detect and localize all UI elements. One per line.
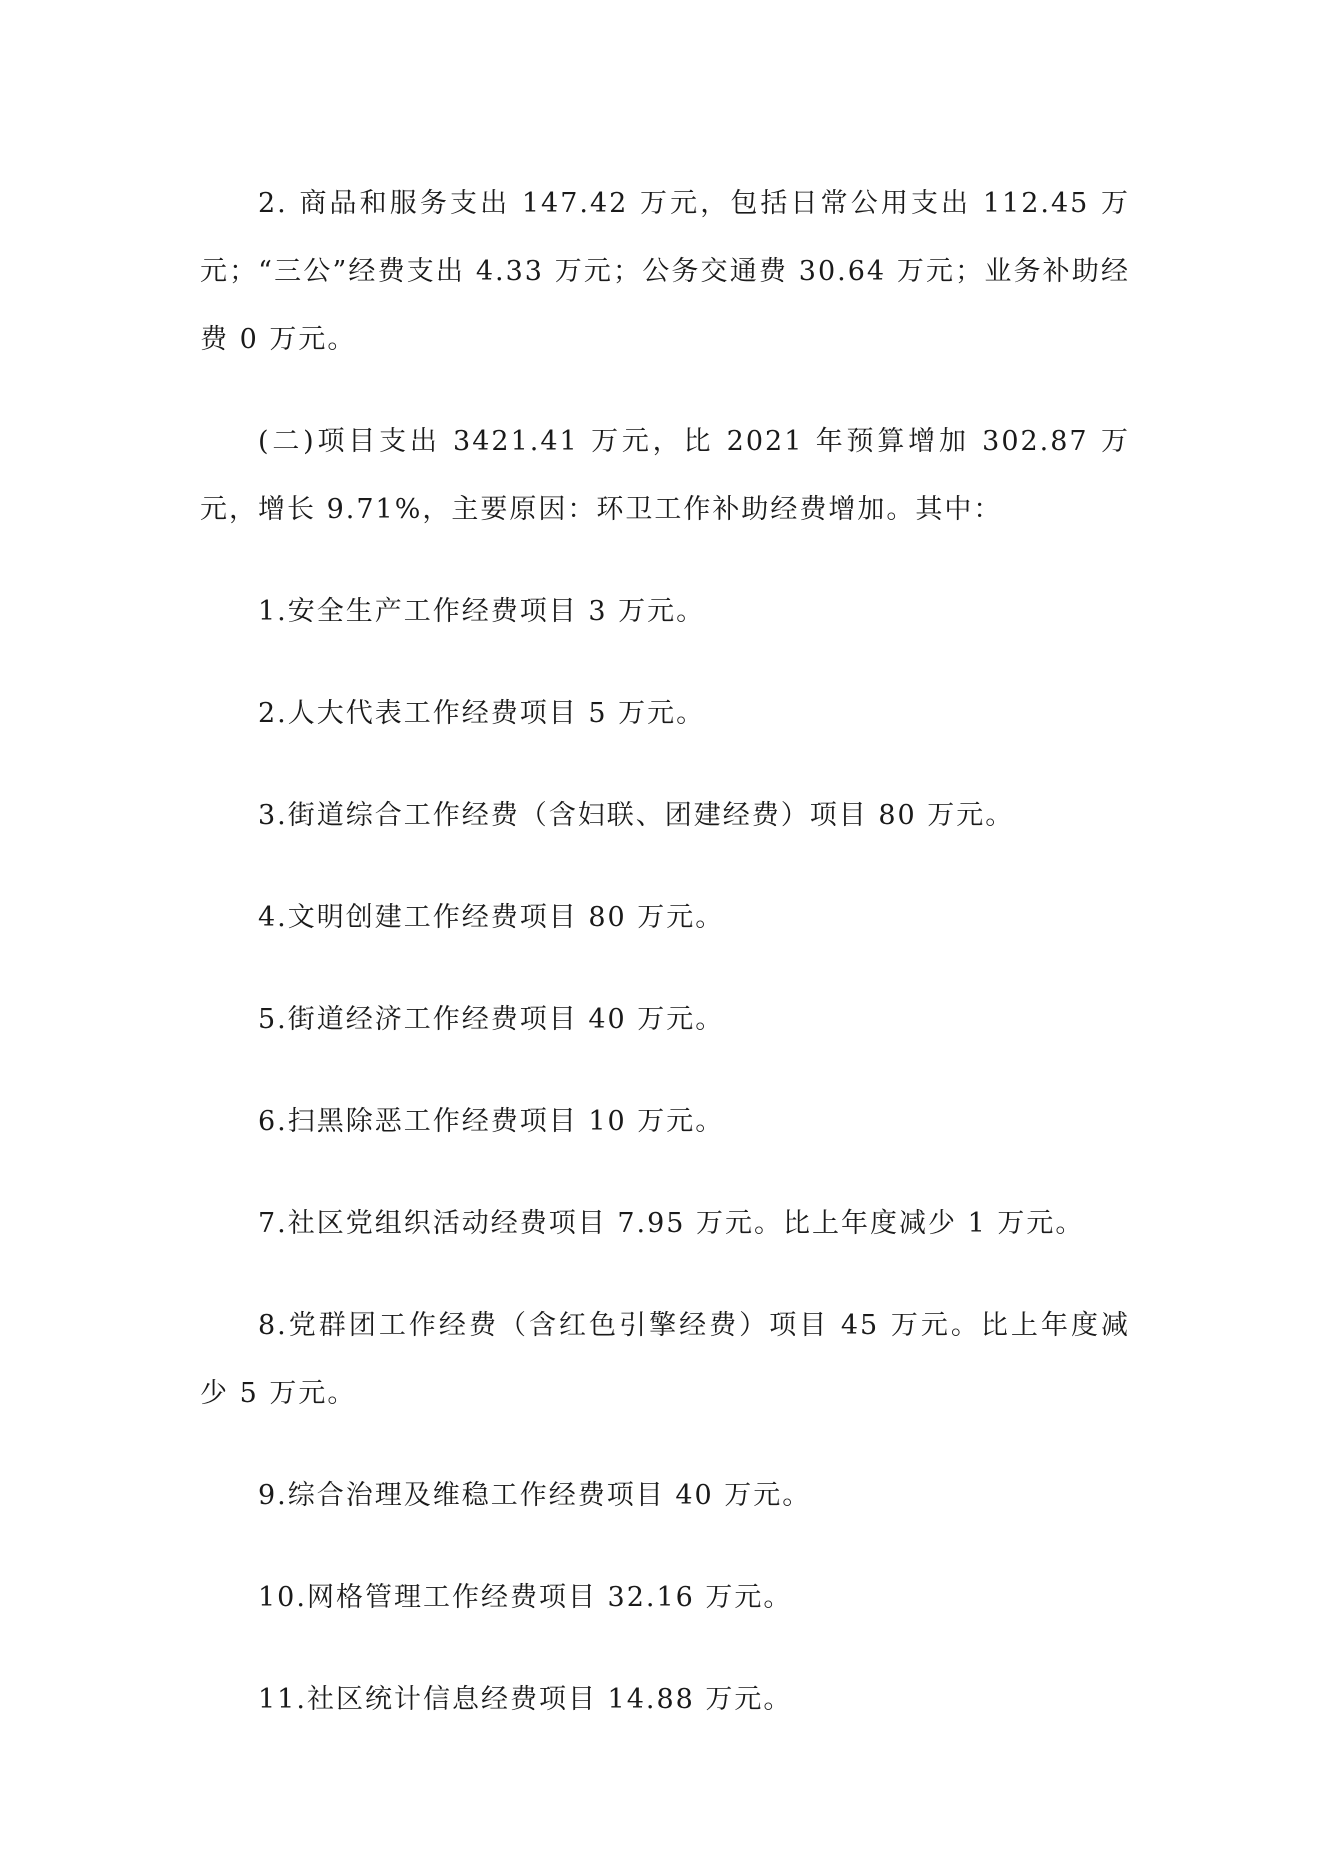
list-item: 8.党群团工作经费（含红色引擎经费）项目 45 万元。比上年度减少 5 万元。 bbox=[200, 1310, 1130, 1409]
list-item: 6.扫黑除恶工作经费项目 10 万元。 bbox=[258, 1106, 725, 1137]
list-item: 5.街道经济工作经费项目 40 万元。 bbox=[258, 1004, 725, 1035]
document-body bbox=[200, 170, 1130, 1734]
list-item: 10.网格管理工作经费项目 32.16 万元。 bbox=[258, 1582, 793, 1613]
list-item: 3.街道综合工作经费（含妇联、团建经费）项目 80 万元。 bbox=[258, 800, 1015, 831]
list-item: 1.安全生产工作经费项目 3 万元。 bbox=[258, 596, 706, 627]
list-item: 2.人大代表工作经费项目 5 万元。 bbox=[258, 698, 706, 729]
paragraph-project-expenditure: (二)项目支出 3421.41 万元，比 2021 年预算增加 302.87 万元，增长 9.71%，主要原因：环卫工作补助经费增加。其中： bbox=[200, 426, 1130, 525]
list-item: 9.综合治理及维稳工作经费项目 40 万元。 bbox=[258, 1480, 812, 1511]
list-item: 4.文明创建工作经费项目 80 万元。 bbox=[258, 902, 725, 933]
list-item: 7.社区党组织活动经费项目 7.95 万元。比上年度减少 1 万元。 bbox=[258, 1208, 1085, 1239]
list-item: 11.社区统计信息经费项目 14.88 万元。 bbox=[258, 1684, 793, 1715]
paragraph-goods-services: 2. 商品和服务支出 147.42 万元，包括日常公用支出 112.45 万元；“三公”经费支出 4.33 万元；公务交通费 30.64 万元；业务补助经费 0 万元。 bbox=[200, 188, 1130, 355]
